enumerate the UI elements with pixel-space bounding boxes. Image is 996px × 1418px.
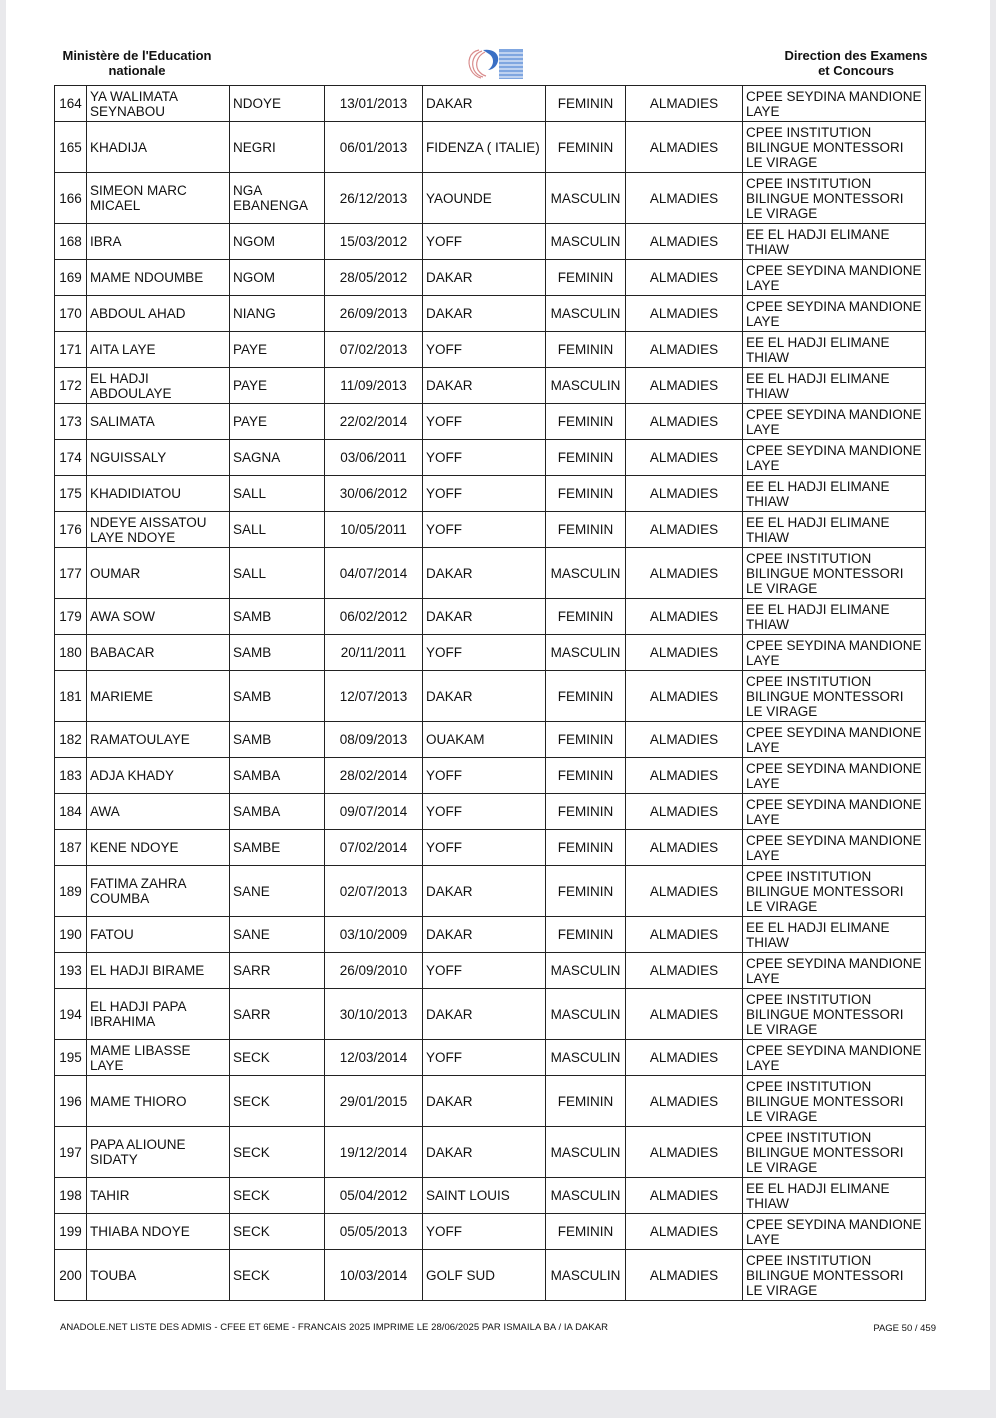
birth-place-cell: YOFF bbox=[423, 512, 546, 548]
row-number-cell: 177 bbox=[55, 548, 87, 599]
school-name-cell: EE EL HADJI ELIMANE THIAW bbox=[743, 599, 926, 635]
first-name-cell: TAHIR bbox=[87, 1178, 230, 1214]
birth-date-cell: 28/02/2014 bbox=[325, 758, 423, 794]
ief-name-cell: ALMADIES bbox=[626, 404, 743, 440]
gender-cell: MASCULIN bbox=[546, 1250, 626, 1301]
last-name-cell: NGA EBANENGA bbox=[230, 173, 325, 224]
table-row bbox=[55, 86, 926, 122]
gender-cell: MASCULIN bbox=[546, 224, 626, 260]
last-name-cell: SAMB bbox=[230, 635, 325, 671]
school-name-cell: CPEE INSTITUTION BILINGUE MONTESSORI LE VIRAGE bbox=[743, 548, 926, 599]
first-name-cell: KHADIDIATOU bbox=[87, 476, 230, 512]
birth-place-cell: DAKAR bbox=[423, 296, 546, 332]
row-number-cell: 183 bbox=[55, 758, 87, 794]
birth-place-cell: YOFF bbox=[423, 830, 546, 866]
gender-cell: FEMININ bbox=[546, 758, 626, 794]
birth-date-cell: 11/09/2013 bbox=[325, 368, 423, 404]
table-row bbox=[55, 260, 926, 296]
birth-date-cell: 26/09/2013 bbox=[325, 296, 423, 332]
gender-cell: MASCULIN bbox=[546, 1127, 626, 1178]
last-name-cell: PAYE bbox=[230, 404, 325, 440]
gender-cell: MASCULIN bbox=[546, 635, 626, 671]
gender-cell: FEMININ bbox=[546, 599, 626, 635]
school-name-cell: EE EL HADJI ELIMANE THIAW bbox=[743, 224, 926, 260]
table-row bbox=[55, 296, 926, 332]
birth-place-cell: DAKAR bbox=[423, 1076, 546, 1127]
row-number-cell: 173 bbox=[55, 404, 87, 440]
first-name-cell: EL HADJI ABDOULAYE bbox=[87, 368, 230, 404]
gender-cell: FEMININ bbox=[546, 866, 626, 917]
last-name-cell: SAMBA bbox=[230, 758, 325, 794]
birth-date-cell: 04/07/2014 bbox=[325, 548, 423, 599]
last-name-cell: NGOM bbox=[230, 260, 325, 296]
birth-date-cell: 03/10/2009 bbox=[325, 917, 423, 953]
row-number-cell: 171 bbox=[55, 332, 87, 368]
birth-place-cell: DAKAR bbox=[423, 599, 546, 635]
birth-place-cell: FIDENZA ( ITALIE) bbox=[423, 122, 546, 173]
school-name-cell: EE EL HADJI ELIMANE THIAW bbox=[743, 332, 926, 368]
birth-place-cell: DAKAR bbox=[423, 548, 546, 599]
row-number-cell: 168 bbox=[55, 224, 87, 260]
last-name-cell: NEGRI bbox=[230, 122, 325, 173]
first-name-cell: MARIEME bbox=[87, 671, 230, 722]
first-name-cell: EL HADJI BIRAME bbox=[87, 953, 230, 989]
ief-name-cell: ALMADIES bbox=[626, 599, 743, 635]
table-row bbox=[55, 989, 926, 1040]
gender-cell: MASCULIN bbox=[546, 368, 626, 404]
row-number-cell: 166 bbox=[55, 173, 87, 224]
school-name-cell: CPEE INSTITUTION BILINGUE MONTESSORI LE VIRAGE bbox=[743, 122, 926, 173]
school-name-cell: EE EL HADJI ELIMANE THIAW bbox=[743, 1178, 926, 1214]
ministry-header bbox=[52, 48, 222, 78]
table-row bbox=[55, 476, 926, 512]
gender-cell: MASCULIN bbox=[546, 548, 626, 599]
last-name-cell: PAYE bbox=[230, 332, 325, 368]
first-name-cell: IBRA bbox=[87, 224, 230, 260]
first-name-cell: NGUISSALY bbox=[87, 440, 230, 476]
admitted-students-table bbox=[54, 85, 926, 1301]
birth-date-cell: 13/01/2013 bbox=[325, 86, 423, 122]
first-name-cell: FATIMA ZAHRA COUMBA bbox=[87, 866, 230, 917]
last-name-cell: SECK bbox=[230, 1214, 325, 1250]
row-number-cell: 170 bbox=[55, 296, 87, 332]
birth-place-cell: DAKAR bbox=[423, 917, 546, 953]
ief-name-cell: ALMADIES bbox=[626, 722, 743, 758]
birth-place-cell: YOFF bbox=[423, 635, 546, 671]
ief-name-cell: ALMADIES bbox=[626, 332, 743, 368]
directorate-name-line1: Direction des Examens bbox=[784, 48, 928, 63]
row-number-cell: 184 bbox=[55, 794, 87, 830]
ief-name-cell: ALMADIES bbox=[626, 548, 743, 599]
document-page bbox=[6, 0, 990, 1390]
birth-date-cell: 30/06/2012 bbox=[325, 476, 423, 512]
birth-date-cell: 26/09/2010 bbox=[325, 953, 423, 989]
last-name-cell: SAMB bbox=[230, 599, 325, 635]
gender-cell: FEMININ bbox=[546, 476, 626, 512]
first-name-cell: EL HADJI PAPA IBRAHIMA bbox=[87, 989, 230, 1040]
ief-name-cell: ALMADIES bbox=[626, 1178, 743, 1214]
table-row bbox=[55, 173, 926, 224]
school-name-cell: CPEE INSTITUTION BILINGUE MONTESSORI LE VIRAGE bbox=[743, 1127, 926, 1178]
gender-cell: MASCULIN bbox=[546, 953, 626, 989]
birth-place-cell: YOFF bbox=[423, 332, 546, 368]
birth-place-cell: YOFF bbox=[423, 953, 546, 989]
birth-date-cell: 20/11/2011 bbox=[325, 635, 423, 671]
gender-cell: FEMININ bbox=[546, 722, 626, 758]
directorate-header bbox=[768, 48, 944, 78]
row-number-cell: 164 bbox=[55, 86, 87, 122]
last-name-cell: NIANG bbox=[230, 296, 325, 332]
last-name-cell: SAMB bbox=[230, 671, 325, 722]
birth-place-cell: YOFF bbox=[423, 404, 546, 440]
ief-name-cell: ALMADIES bbox=[626, 1040, 743, 1076]
gender-cell: FEMININ bbox=[546, 122, 626, 173]
row-number-cell: 182 bbox=[55, 722, 87, 758]
row-number-cell: 195 bbox=[55, 1040, 87, 1076]
first-name-cell: ADJA KHADY bbox=[87, 758, 230, 794]
school-name-cell: CPEE SEYDINA MANDIONE LAYE bbox=[743, 1214, 926, 1250]
row-number-cell: 194 bbox=[55, 989, 87, 1040]
first-name-cell: KENE NDOYE bbox=[87, 830, 230, 866]
school-name-cell: CPEE INSTITUTION BILINGUE MONTESSORI LE VIRAGE bbox=[743, 671, 926, 722]
birth-place-cell: GOLF SUD bbox=[423, 1250, 546, 1301]
first-name-cell: MAME LIBASSE LAYE bbox=[87, 1040, 230, 1076]
table-row bbox=[55, 1127, 926, 1178]
table-row bbox=[55, 866, 926, 917]
ief-name-cell: ALMADIES bbox=[626, 794, 743, 830]
ief-name-cell: ALMADIES bbox=[626, 1214, 743, 1250]
school-name-cell: CPEE SEYDINA MANDIONE LAYE bbox=[743, 722, 926, 758]
gender-cell: FEMININ bbox=[546, 794, 626, 830]
gender-cell: FEMININ bbox=[546, 404, 626, 440]
first-name-cell: MAME NDOUMBE bbox=[87, 260, 230, 296]
school-name-cell: EE EL HADJI ELIMANE THIAW bbox=[743, 368, 926, 404]
table-row bbox=[55, 917, 926, 953]
school-name-cell: CPEE INSTITUTION BILINGUE MONTESSORI LE VIRAGE bbox=[743, 1250, 926, 1301]
ief-name-cell: ALMADIES bbox=[626, 512, 743, 548]
ministry-name-line2: nationale bbox=[108, 63, 166, 78]
first-name-cell: TOUBA bbox=[87, 1250, 230, 1301]
ief-name-cell: ALMADIES bbox=[626, 953, 743, 989]
school-name-cell: CPEE SEYDINA MANDIONE LAYE bbox=[743, 635, 926, 671]
school-name-cell: CPEE SEYDINA MANDIONE LAYE bbox=[743, 830, 926, 866]
table-row bbox=[55, 1178, 926, 1214]
last-name-cell: SAMB bbox=[230, 722, 325, 758]
last-name-cell: NDOYE bbox=[230, 86, 325, 122]
gender-cell: FEMININ bbox=[546, 830, 626, 866]
first-name-cell: FATOU bbox=[87, 917, 230, 953]
school-name-cell: CPEE SEYDINA MANDIONE LAYE bbox=[743, 86, 926, 122]
birth-place-cell: YOFF bbox=[423, 794, 546, 830]
table-row bbox=[55, 953, 926, 989]
birth-date-cell: 05/04/2012 bbox=[325, 1178, 423, 1214]
ief-name-cell: ALMADIES bbox=[626, 440, 743, 476]
ministry-logo-icon bbox=[461, 46, 527, 80]
row-number-cell: 200 bbox=[55, 1250, 87, 1301]
directorate-name-line2: et Concours bbox=[818, 63, 894, 78]
birth-date-cell: 22/02/2014 bbox=[325, 404, 423, 440]
last-name-cell: SECK bbox=[230, 1127, 325, 1178]
first-name-cell: NDEYE AISSATOU LAYE NDOYE bbox=[87, 512, 230, 548]
birth-date-cell: 02/07/2013 bbox=[325, 866, 423, 917]
gender-cell: FEMININ bbox=[546, 260, 626, 296]
birth-date-cell: 06/02/2012 bbox=[325, 599, 423, 635]
birth-date-cell: 12/03/2014 bbox=[325, 1040, 423, 1076]
table-row bbox=[55, 512, 926, 548]
school-name-cell: CPEE INSTITUTION BILINGUE MONTESSORI LE VIRAGE bbox=[743, 989, 926, 1040]
birth-place-cell: DAKAR bbox=[423, 989, 546, 1040]
last-name-cell: SALL bbox=[230, 512, 325, 548]
school-name-cell: CPEE SEYDINA MANDIONE LAYE bbox=[743, 953, 926, 989]
last-name-cell: SECK bbox=[230, 1076, 325, 1127]
table-row bbox=[55, 404, 926, 440]
birth-date-cell: 12/07/2013 bbox=[325, 671, 423, 722]
table-row bbox=[55, 1040, 926, 1076]
first-name-cell: MAME THIORO bbox=[87, 1076, 230, 1127]
birth-date-cell: 07/02/2014 bbox=[325, 830, 423, 866]
school-name-cell: CPEE SEYDINA MANDIONE LAYE bbox=[743, 440, 926, 476]
first-name-cell: BABACAR bbox=[87, 635, 230, 671]
ief-name-cell: ALMADIES bbox=[626, 1127, 743, 1178]
first-name-cell: PAPA ALIOUNE SIDATY bbox=[87, 1127, 230, 1178]
birth-date-cell: 06/01/2013 bbox=[325, 122, 423, 173]
first-name-cell: SIMEON MARC MICAEL bbox=[87, 173, 230, 224]
ief-name-cell: ALMADIES bbox=[626, 635, 743, 671]
row-number-cell: 189 bbox=[55, 866, 87, 917]
last-name-cell: SAGNA bbox=[230, 440, 325, 476]
table-row bbox=[55, 635, 926, 671]
birth-place-cell: DAKAR bbox=[423, 86, 546, 122]
birth-place-cell: YOFF bbox=[423, 1040, 546, 1076]
table-row bbox=[55, 548, 926, 599]
row-number-cell: 175 bbox=[55, 476, 87, 512]
last-name-cell: SANE bbox=[230, 917, 325, 953]
row-number-cell: 172 bbox=[55, 368, 87, 404]
ief-name-cell: ALMADIES bbox=[626, 671, 743, 722]
last-name-cell: SECK bbox=[230, 1178, 325, 1214]
birth-place-cell: DAKAR bbox=[423, 368, 546, 404]
birth-place-cell: YOFF bbox=[423, 440, 546, 476]
ief-name-cell: ALMADIES bbox=[626, 296, 743, 332]
table-row bbox=[55, 1214, 926, 1250]
table-row bbox=[55, 794, 926, 830]
birth-date-cell: 26/12/2013 bbox=[325, 173, 423, 224]
first-name-cell: AWA SOW bbox=[87, 599, 230, 635]
table-row bbox=[55, 599, 926, 635]
ief-name-cell: ALMADIES bbox=[626, 224, 743, 260]
school-name-cell: CPEE SEYDINA MANDIONE LAYE bbox=[743, 260, 926, 296]
birth-place-cell: DAKAR bbox=[423, 260, 546, 296]
first-name-cell: AITA LAYE bbox=[87, 332, 230, 368]
ief-name-cell: ALMADIES bbox=[626, 1250, 743, 1301]
footer-page-number: PAGE 50 / 459 bbox=[873, 1323, 936, 1334]
row-number-cell: 190 bbox=[55, 917, 87, 953]
first-name-cell: KHADIJA bbox=[87, 122, 230, 173]
first-name-cell: OUMAR bbox=[87, 548, 230, 599]
ief-name-cell: ALMADIES bbox=[626, 989, 743, 1040]
first-name-cell: THIABA NDOYE bbox=[87, 1214, 230, 1250]
gender-cell: MASCULIN bbox=[546, 989, 626, 1040]
birth-date-cell: 07/02/2013 bbox=[325, 332, 423, 368]
last-name-cell: SANE bbox=[230, 866, 325, 917]
birth-date-cell: 09/07/2014 bbox=[325, 794, 423, 830]
first-name-cell: YA WALIMATA SEYNABOU bbox=[87, 86, 230, 122]
first-name-cell: ABDOUL AHAD bbox=[87, 296, 230, 332]
footer-print-info: ANADOLE.NET LISTE DES ADMIS - CFEE ET 6EME - FRANCAIS 2025 IMPRIME LE 28/06/2025 PAR ISMAILA BA / IA DAKAR bbox=[60, 1322, 609, 1333]
table-row bbox=[55, 332, 926, 368]
row-number-cell: 174 bbox=[55, 440, 87, 476]
birth-place-cell: YOFF bbox=[423, 476, 546, 512]
gender-cell: FEMININ bbox=[546, 86, 626, 122]
ief-name-cell: ALMADIES bbox=[626, 1076, 743, 1127]
table-row bbox=[55, 122, 926, 173]
birth-place-cell: DAKAR bbox=[423, 866, 546, 917]
last-name-cell: SALL bbox=[230, 548, 325, 599]
birth-place-cell: YOFF bbox=[423, 758, 546, 794]
ief-name-cell: ALMADIES bbox=[626, 758, 743, 794]
ief-name-cell: ALMADIES bbox=[626, 368, 743, 404]
last-name-cell: NGOM bbox=[230, 224, 325, 260]
row-number-cell: 176 bbox=[55, 512, 87, 548]
school-name-cell: CPEE SEYDINA MANDIONE LAYE bbox=[743, 758, 926, 794]
birth-date-cell: 03/06/2011 bbox=[325, 440, 423, 476]
row-number-cell: 165 bbox=[55, 122, 87, 173]
row-number-cell: 196 bbox=[55, 1076, 87, 1127]
first-name-cell: SALIMATA bbox=[87, 404, 230, 440]
birth-date-cell: 10/05/2011 bbox=[325, 512, 423, 548]
school-name-cell: CPEE SEYDINA MANDIONE LAYE bbox=[743, 296, 926, 332]
birth-place-cell: OUAKAM bbox=[423, 722, 546, 758]
gender-cell: FEMININ bbox=[546, 512, 626, 548]
birth-place-cell: YOFF bbox=[423, 224, 546, 260]
birth-date-cell: 15/03/2012 bbox=[325, 224, 423, 260]
ief-name-cell: ALMADIES bbox=[626, 260, 743, 296]
school-name-cell: EE EL HADJI ELIMANE THIAW bbox=[743, 512, 926, 548]
birth-date-cell: 29/01/2015 bbox=[325, 1076, 423, 1127]
last-name-cell: SAMBA bbox=[230, 794, 325, 830]
row-number-cell: 197 bbox=[55, 1127, 87, 1178]
table-row bbox=[55, 440, 926, 476]
gender-cell: FEMININ bbox=[546, 671, 626, 722]
gender-cell: MASCULIN bbox=[546, 1178, 626, 1214]
gender-cell: FEMININ bbox=[546, 1214, 626, 1250]
table-row bbox=[55, 758, 926, 794]
last-name-cell: SAMBE bbox=[230, 830, 325, 866]
birth-place-cell: SAINT LOUIS bbox=[423, 1178, 546, 1214]
birth-place-cell: YOFF bbox=[423, 1214, 546, 1250]
row-number-cell: 180 bbox=[55, 635, 87, 671]
school-name-cell: CPEE INSTITUTION BILINGUE MONTESSORI LE VIRAGE bbox=[743, 866, 926, 917]
ief-name-cell: ALMADIES bbox=[626, 122, 743, 173]
first-name-cell: AWA bbox=[87, 794, 230, 830]
row-number-cell: 181 bbox=[55, 671, 87, 722]
birth-place-cell: YAOUNDE bbox=[423, 173, 546, 224]
school-name-cell: EE EL HADJI ELIMANE THIAW bbox=[743, 917, 926, 953]
row-number-cell: 199 bbox=[55, 1214, 87, 1250]
gender-cell: FEMININ bbox=[546, 917, 626, 953]
school-name-cell: EE EL HADJI ELIMANE THIAW bbox=[743, 476, 926, 512]
table-row bbox=[55, 722, 926, 758]
ief-name-cell: ALMADIES bbox=[626, 866, 743, 917]
birth-date-cell: 19/12/2014 bbox=[325, 1127, 423, 1178]
birth-date-cell: 08/09/2013 bbox=[325, 722, 423, 758]
ief-name-cell: ALMADIES bbox=[626, 830, 743, 866]
table-row bbox=[55, 671, 926, 722]
table-row bbox=[55, 368, 926, 404]
gender-cell: FEMININ bbox=[546, 1076, 626, 1127]
last-name-cell: PAYE bbox=[230, 368, 325, 404]
last-name-cell: SECK bbox=[230, 1250, 325, 1301]
last-name-cell: SALL bbox=[230, 476, 325, 512]
school-name-cell: CPEE SEYDINA MANDIONE LAYE bbox=[743, 1040, 926, 1076]
gender-cell: MASCULIN bbox=[546, 173, 626, 224]
last-name-cell: SARR bbox=[230, 989, 325, 1040]
school-name-cell: CPEE INSTITUTION BILINGUE MONTESSORI LE VIRAGE bbox=[743, 173, 926, 224]
row-number-cell: 193 bbox=[55, 953, 87, 989]
ief-name-cell: ALMADIES bbox=[626, 86, 743, 122]
ministry-name-line1: Ministère de l'Education bbox=[62, 48, 212, 63]
birth-date-cell: 30/10/2013 bbox=[325, 989, 423, 1040]
last-name-cell: SARR bbox=[230, 953, 325, 989]
table-row bbox=[55, 1076, 926, 1127]
row-number-cell: 169 bbox=[55, 260, 87, 296]
gender-cell: MASCULIN bbox=[546, 296, 626, 332]
school-name-cell: CPEE SEYDINA MANDIONE LAYE bbox=[743, 794, 926, 830]
row-number-cell: 187 bbox=[55, 830, 87, 866]
ief-name-cell: ALMADIES bbox=[626, 173, 743, 224]
birth-date-cell: 05/05/2013 bbox=[325, 1214, 423, 1250]
gender-cell: FEMININ bbox=[546, 332, 626, 368]
table-row bbox=[55, 224, 926, 260]
school-name-cell: CPEE SEYDINA MANDIONE LAYE bbox=[743, 404, 926, 440]
school-name-cell: CPEE INSTITUTION BILINGUE MONTESSORI LE VIRAGE bbox=[743, 1076, 926, 1127]
ief-name-cell: ALMADIES bbox=[626, 917, 743, 953]
gender-cell: FEMININ bbox=[546, 440, 626, 476]
birth-date-cell: 10/03/2014 bbox=[325, 1250, 423, 1301]
last-name-cell: SECK bbox=[230, 1040, 325, 1076]
ief-name-cell: ALMADIES bbox=[626, 476, 743, 512]
first-name-cell: RAMATOULAYE bbox=[87, 722, 230, 758]
row-number-cell: 198 bbox=[55, 1178, 87, 1214]
birth-place-cell: DAKAR bbox=[423, 671, 546, 722]
birth-date-cell: 28/05/2012 bbox=[325, 260, 423, 296]
gender-cell: MASCULIN bbox=[546, 1040, 626, 1076]
table-row bbox=[55, 1250, 926, 1301]
row-number-cell: 179 bbox=[55, 599, 87, 635]
birth-place-cell: DAKAR bbox=[423, 1127, 546, 1178]
table-row bbox=[55, 830, 926, 866]
